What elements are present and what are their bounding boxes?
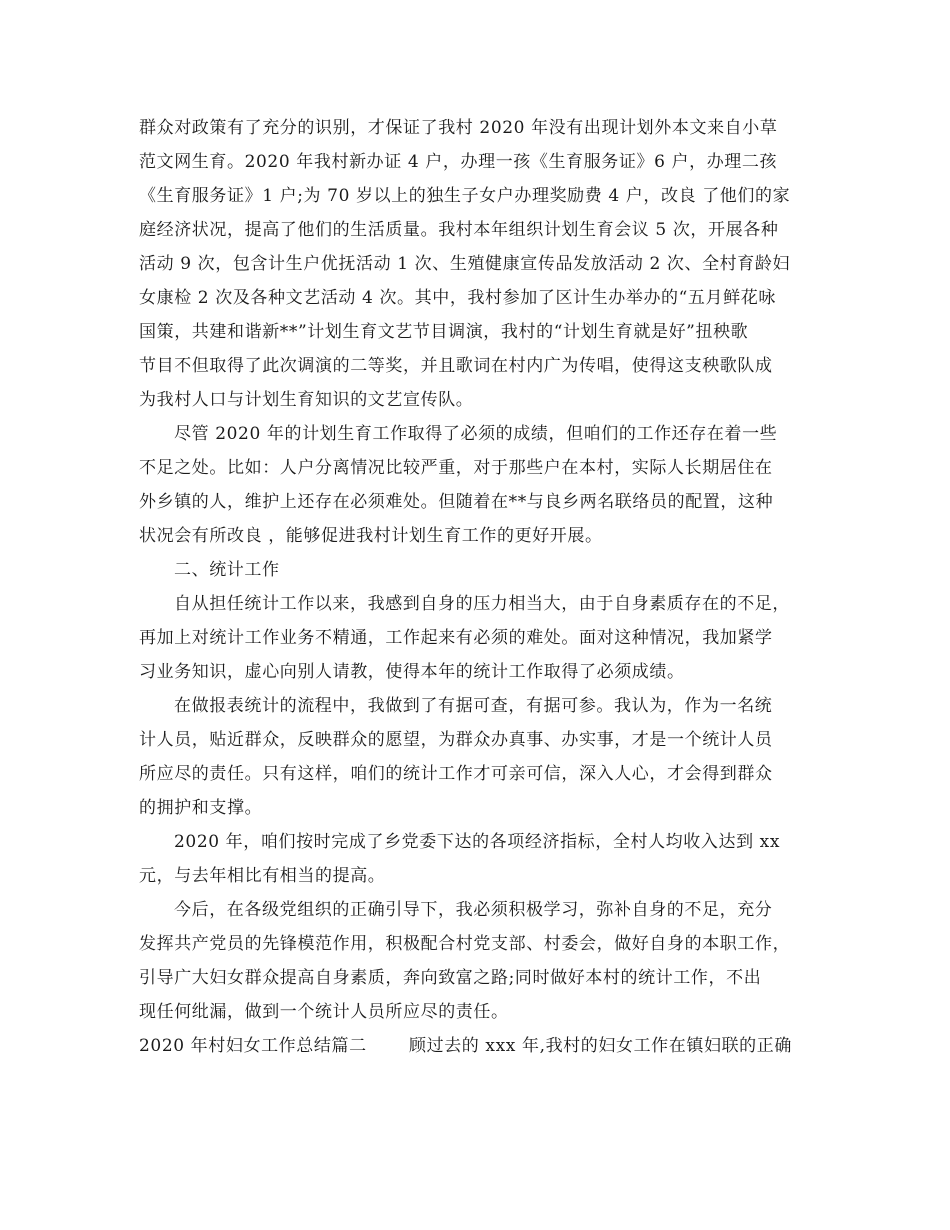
paragraph-line: 2020 年，咱们按时完成了乡党委下达的各项经济指标，全村人均收入达到 xx: [174, 832, 781, 852]
paragraph-line: 国策，共建和谐新**”计划生育文艺节目调演，我村的“计划生育就是好”扭秧歌: [139, 322, 749, 342]
paragraph-line: 外乡镇的人，维护上还存在必须难处。但随着在**与良乡两名联络员的配置，这种: [139, 492, 774, 512]
section-heading: 二、统计工作: [174, 560, 280, 580]
paragraph-line: 现任何纰漏，做到一个统计人员所应尽的责任。: [139, 1002, 509, 1022]
paragraph-line: 发挥共产党员的先锋模范作用，积极配合村党支部、村委会，做好自身的本职工作，: [139, 934, 791, 954]
document-body: [139, 111, 815, 1063]
next-section-text: 顾过去的 xxx 年,我村的妇女工作在镇妇联的正确: [409, 1036, 792, 1056]
next-section-heading: 2020 年村妇女工作总结篇二: [139, 1036, 367, 1056]
paragraph-line: 今后，在各级党组织的正确引导下，我必须积极学习，弥补自身的不足，充分: [174, 900, 773, 920]
paragraph-line: 所应尽的责任。只有这样，咱们的统计工作才可亲可信，深入人心，才会得到群众: [139, 764, 773, 784]
paragraph-line: 女康检 2 次及各种文艺活动 4 次。其中，我村参加了区计生办举办的“五月鲜花咏: [139, 288, 776, 308]
next-section-line: [139, 1029, 815, 1063]
paragraph-line: 为我村人口与计划生育知识的文艺宣传队。: [139, 390, 474, 410]
paragraph-line: 再加上对统计工作业务不精通，工作起来有必须的难处。面对这种情况，我加紧学: [139, 628, 773, 648]
paragraph-line: 元，与去年相比有相当的提高。: [139, 866, 386, 886]
paragraph-line: 计人员，贴近群众，反映群众的愿望，为群众办真事、办实事，才是一个统计人员: [139, 730, 773, 750]
paragraph-line: 活动 9 次，包含计生户优抚活动 1 次、生殖健康宣传品发放活动 2 次、全村育龄妇: [139, 254, 791, 274]
paragraph-line: 自从担任统计工作以来，我感到自身的压力相当大，由于自身素质存在的不足，: [174, 594, 790, 614]
paragraph-line: 节目不但取得了此次调演的二等奖，并且歌词在村内广为传唱，使得这支秧歌队成: [139, 356, 773, 376]
paragraph-line: 群众对政策有了充分的识别，才保证了我村 2020 年没有出现计划外本文来自小草: [139, 118, 778, 138]
paragraph-line: 在做报表统计的流程中，我做到了有据可查，有据可参。我认为，作为一名统: [174, 696, 773, 716]
paragraph-line: 的拥护和支撑。: [139, 798, 263, 818]
paragraph-line: 引导广大妇女群众提高自身素质，奔向致富之路;同时做好本村的统计工作，不出: [139, 968, 762, 988]
paragraph-line: 范文网生育。2020 年我村新办证 4 户，办理一孩《生育服务证》6 户，办理二孩: [139, 152, 778, 172]
paragraph-line: 尽管 2020 年的计划生育工作取得了必须的成绩，但咱们的工作还存在着一些: [174, 424, 778, 444]
paragraph-line: 不足之处。比如：人户分离情况比较严重，对于那些户在本村，实际人长期居住在: [139, 458, 773, 478]
paragraph-line: 状况会有所改良 ，能够促进我村计划生育工作的更好开展。: [139, 526, 603, 546]
paragraph-line: 习业务知识，虚心向别人请教，使得本年的统计工作取得了必须成绩。: [139, 662, 685, 682]
paragraph-line: 庭经济状况，提高了他们的生活质量。我村本年组织计划生育会议 5 次，开展各种: [139, 220, 779, 240]
paragraph-line: 《生育服务证》1 户;为 70 岁以上的独生子女户办理奖励费 4 户，改良 了他们的家: [139, 186, 791, 206]
